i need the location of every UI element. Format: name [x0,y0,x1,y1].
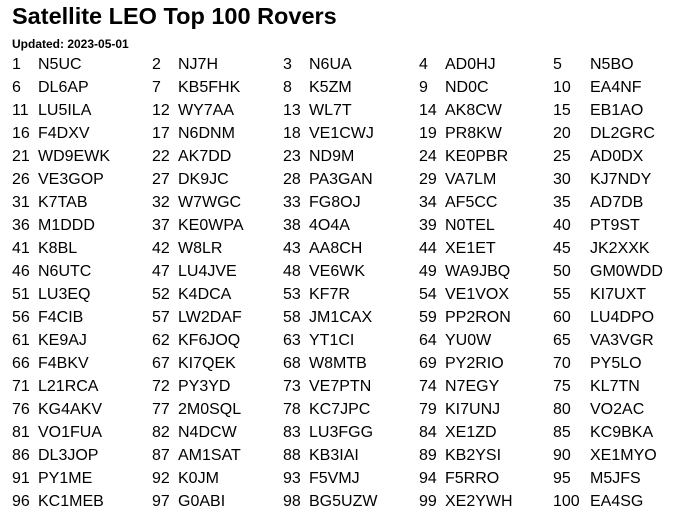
rover-callsign: KE0PBR [445,148,509,165]
rover-callsign: K0JM [178,470,219,487]
rover-rank: 88 [283,447,301,464]
rover-callsign: KL7TN [590,378,640,395]
rover-callsign: VE3GOP [38,171,104,188]
rover-callsign: N4DCW [178,424,237,441]
rover-rank: 45 [553,240,571,257]
rover-rank: 3 [283,56,292,73]
rover-rank: 69 [419,355,437,372]
rover-rank: 15 [553,102,571,119]
grid-row [0,444,684,467]
rover-callsign: PT9ST [590,217,640,234]
rover-rank: 4 [419,56,428,73]
rover-rank: 20 [553,125,571,142]
grid-row [0,145,684,168]
rover-rank: 85 [553,424,571,441]
rover-callsign: W8LR [178,240,223,257]
rover-callsign: VO2AC [590,401,645,418]
rover-rank: 63 [283,332,301,349]
grid-row [0,260,684,283]
rover-rank: 98 [283,493,301,510]
rover-rank: 41 [12,240,30,257]
grid-row [0,490,684,513]
rover-callsign: VO1FUA [38,424,103,441]
rover-rank: 57 [152,309,170,326]
grid-row [0,375,684,398]
rover-callsign: YU0W [445,332,492,349]
rover-rank: 77 [152,401,170,418]
rover-rank: 49 [419,263,437,280]
rover-rank: 44 [419,240,437,257]
rover-rank: 43 [283,240,301,257]
rover-callsign: LU4DPO [590,309,655,326]
rover-callsign: KC1MEB [38,493,104,510]
rovers-grid [0,53,684,513]
rover-rank: 38 [283,217,301,234]
rover-callsign: YT1CI [309,332,355,349]
rover-callsign: AF5CC [445,194,498,211]
rover-rank: 64 [419,332,437,349]
rover-callsign: M5JFS [590,470,641,487]
rover-rank: 72 [152,378,170,395]
rover-rank: 74 [419,378,437,395]
rover-callsign: LW2DAF [178,309,242,326]
rover-rank: 51 [12,286,30,303]
grid-row [0,352,684,375]
rover-rank: 5 [553,56,562,73]
rover-rank: 13 [283,102,301,119]
rover-rank: 76 [12,401,30,418]
rover-rank: 6 [12,79,21,96]
rover-rank: 73 [283,378,301,395]
rover-callsign: WL7T [309,102,352,119]
rover-callsign: N6UA [309,56,352,73]
rover-rank: 71 [12,378,30,395]
rover-callsign: KB3IAI [309,447,359,464]
rover-callsign: WD9EWK [38,148,110,165]
rover-rank: 70 [553,355,571,372]
rover-callsign: M1DDD [38,217,95,234]
rover-rank: 10 [553,79,571,96]
rover-callsign: F4DXV [38,125,90,142]
rover-rank: 8 [283,79,292,96]
rover-rank: 67 [152,355,170,372]
rover-rank: 56 [12,309,30,326]
rover-callsign: KJ7NDY [590,171,652,188]
rover-rank: 89 [419,447,437,464]
rover-callsign: KC7JPC [309,401,371,418]
rover-rank: 47 [152,263,170,280]
rover-rank: 25 [553,148,571,165]
rover-callsign: N6DNM [178,125,235,142]
rover-rank: 36 [12,217,30,234]
rover-callsign: L21RCA [38,378,99,395]
rover-callsign: KI7QEK [178,355,236,372]
grid-row [0,191,684,214]
rover-callsign: WY7AA [178,102,235,119]
rover-rank: 99 [419,493,437,510]
rover-rank: 2 [152,56,161,73]
rover-callsign: AM1SAT [178,447,241,464]
rover-rank: 27 [152,171,170,188]
rover-callsign: LU4JVE [178,263,237,280]
rover-callsign: PY3YD [178,378,231,395]
rover-callsign: KB2YSI [445,447,502,464]
rover-callsign: KF6JOQ [178,332,241,349]
rover-callsign: K8BL [38,240,78,257]
grid-row [0,398,684,421]
rover-callsign: W7WGC [178,194,242,211]
rover-callsign: AA8CH [309,240,363,257]
grid-row [0,467,684,490]
rover-rank: 1 [12,56,21,73]
rover-rank: 65 [553,332,571,349]
rover-rank: 34 [419,194,437,211]
rover-callsign: DL3JOP [38,447,99,464]
rover-callsign: N5BO [590,56,634,73]
rover-rank: 86 [12,447,30,464]
rover-rank: 87 [152,447,170,464]
grid-row [0,283,684,306]
rover-rank: 12 [152,102,170,119]
grid-row [0,214,684,237]
grid-row [0,421,684,444]
rover-rank: 42 [152,240,170,257]
rover-rank: 50 [553,263,571,280]
rover-callsign: AK7DD [178,148,232,165]
rover-rank: 9 [419,79,428,96]
rover-callsign: VE7PTN [309,378,372,395]
rover-rank: 37 [152,217,170,234]
rover-callsign: AK8CW [445,102,502,119]
rover-rank: 16 [12,125,30,142]
rover-rank: 29 [419,171,437,188]
rover-callsign: N6UTC [38,263,92,280]
grid-row [0,306,684,329]
rover-callsign: KI7UNJ [445,401,501,418]
rover-callsign: FG8OJ [309,194,361,211]
rover-callsign: XE1ZD [445,424,497,441]
rover-rank: 92 [152,470,170,487]
rover-callsign: N5UC [38,56,82,73]
rover-rank: 39 [419,217,437,234]
rover-callsign: K7TAB [38,194,88,211]
rover-callsign: 4O4A [309,217,350,234]
rover-callsign: KF7R [309,286,350,303]
rover-callsign: N0TEL [445,217,495,234]
rover-callsign: N7EGY [445,378,500,395]
rover-callsign: ND9M [309,148,355,165]
rover-rank: 14 [419,102,437,119]
rover-callsign: KG4AKV [38,401,103,418]
rover-callsign: F4CIB [38,309,84,326]
rover-rank: 90 [553,447,571,464]
rover-callsign: ND0C [445,79,489,96]
rover-rank: 82 [152,424,170,441]
grid-row [0,168,684,191]
rover-callsign: WA9JBQ [445,263,511,280]
rover-rank: 22 [152,148,170,165]
rover-callsign: EB1AO [590,102,644,119]
rover-callsign: JK2XXK [590,240,650,257]
rover-rank: 97 [152,493,170,510]
rover-rank: 26 [12,171,30,188]
grid-row [0,53,684,76]
rover-rank: 30 [553,171,571,188]
rover-callsign: DL2GRC [590,125,655,142]
rover-rank: 95 [553,470,571,487]
rover-rank: 66 [12,355,30,372]
rover-rank: 60 [553,309,571,326]
rover-rank: 53 [283,286,301,303]
rover-rank: 21 [12,148,30,165]
rover-callsign: GM0WDD [590,263,663,280]
rover-callsign: LU5ILA [38,102,92,119]
rover-rank: 33 [283,194,301,211]
rover-rank: 91 [12,470,30,487]
updated-date: Updated: 2023-05-01 [12,37,129,51]
rover-rank: 40 [553,217,571,234]
rover-rank: 81 [12,424,30,441]
rover-callsign: EA4SG [590,493,644,510]
grid-row [0,122,684,145]
rover-callsign: 2M0SQL [178,401,242,418]
rover-rank: 68 [283,355,301,372]
rover-rank: 80 [553,401,571,418]
grid-row [0,237,684,260]
rover-callsign: LU3EQ [38,286,91,303]
rover-rank: 55 [553,286,571,303]
rover-callsign: F5RRO [445,470,500,487]
page-title: Satellite LEO Top 100 Rovers [12,3,337,29]
rover-rank: 35 [553,194,571,211]
rover-callsign: W8MTB [309,355,367,372]
rover-callsign: F4BKV [38,355,89,372]
rover-callsign: VE6WK [309,263,366,280]
grid-row [0,329,684,352]
rover-rank: 84 [419,424,437,441]
rover-rank: 46 [12,263,30,280]
rover-rank: 79 [419,401,437,418]
rover-rank: 59 [419,309,437,326]
rover-callsign: KB5FHK [178,79,241,96]
rover-callsign: F5VMJ [309,470,360,487]
rover-callsign: BG5UZW [309,493,378,510]
rover-callsign: AD0HJ [445,56,496,73]
rover-callsign: PR8KW [445,125,502,142]
rover-rank: 54 [419,286,437,303]
rover-rank: 78 [283,401,301,418]
rover-rank: 75 [553,378,571,395]
rover-callsign: PY5LO [590,355,642,372]
rover-rank: 94 [419,470,437,487]
grid-row [0,99,684,122]
rover-callsign: K4DCA [178,286,232,303]
rover-callsign: PY2RIO [445,355,504,372]
rover-rank: 7 [152,79,161,96]
rover-callsign: KE0WPA [178,217,244,234]
rover-callsign: JM1CAX [309,309,373,326]
rover-callsign: XE1ET [445,240,496,257]
rover-callsign: VA3VGR [590,332,654,349]
rover-callsign: PY1ME [38,470,93,487]
rover-rank: 19 [419,125,437,142]
rover-callsign: VE1VOX [445,286,510,303]
rover-callsign: AD0DX [590,148,644,165]
rover-callsign: XE2YWH [445,493,513,510]
rover-callsign: DL6AP [38,79,89,96]
rover-callsign: EA4NF [590,79,642,96]
rover-rank: 32 [152,194,170,211]
rover-callsign: G0ABI [178,493,226,510]
rover-rank: 48 [283,263,301,280]
rover-callsign: K5ZM [309,79,352,96]
rover-callsign: VA7LM [445,171,497,188]
rover-callsign: KE9AJ [38,332,87,349]
rover-rank: 100 [553,493,580,510]
rover-callsign: DK9JC [178,171,229,188]
rover-callsign: PA3GAN [309,171,373,188]
rover-rank: 58 [283,309,301,326]
rover-rank: 62 [152,332,170,349]
rover-rank: 11 [12,102,29,119]
rover-callsign: KC9BKA [590,424,654,441]
rover-callsign: AD7DB [590,194,644,211]
rover-rank: 18 [283,125,301,142]
rover-rank: 52 [152,286,170,303]
rover-callsign: NJ7H [178,56,219,73]
rover-rank: 96 [12,493,30,510]
rover-rank: 61 [12,332,30,349]
rover-rank: 31 [12,194,30,211]
rover-callsign: VE1CWJ [309,125,374,142]
rover-callsign: XE1MYO [590,447,657,464]
rover-callsign: PP2RON [445,309,511,326]
grid-row [0,76,684,99]
rover-rank: 83 [283,424,301,441]
rover-rank: 17 [152,125,170,142]
rover-callsign: KI7UXT [590,286,647,303]
rover-rank: 23 [283,148,301,165]
rover-callsign: LU3FGG [309,424,374,441]
rover-rank: 24 [419,148,437,165]
rover-rank: 93 [283,470,301,487]
rover-rank: 28 [283,171,301,188]
